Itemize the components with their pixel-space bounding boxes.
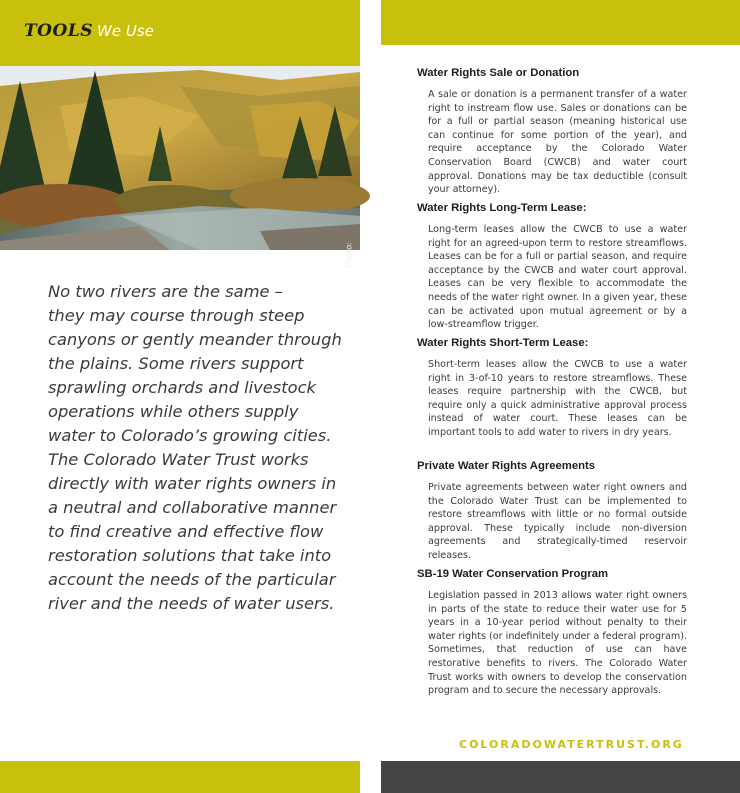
section-body: Legislation passed in 2013 allows water right owners in parts of the state to reduce their water use for 5 years in a 10-year period without penalty to their water rights (or indefinitely under a federal program). Sometimes, that reduction of use can have restorative benefits to rivers. The Colorado Water Trust works with owners to develop the conservation program and to secure the necessary approvals. <box>428 590 687 697</box>
page-title-light: We Use <box>97 22 154 40</box>
website-link[interactable]: COLORADOWATERTRUST.ORG <box>459 738 684 751</box>
intro-line: they may course through steep <box>48 306 305 325</box>
header-band-right <box>381 0 740 45</box>
intro-line: operations while others supply <box>48 402 299 421</box>
intro-line: sprawling orchards and livestock <box>48 378 316 397</box>
intro-line: the plains. Some rivers support <box>48 354 304 373</box>
section-long-term-lease <box>417 201 689 332</box>
river-photo <box>0 66 360 268</box>
intro-line: water to Colorado’s growing cities. <box>48 426 332 445</box>
footer-band-left <box>0 761 360 793</box>
intro-quote <box>48 280 342 616</box>
page-title-bold: TOOLS <box>24 21 93 41</box>
section-title: Private Water Rights Agreements <box>417 460 596 472</box>
intro-line: canyons or gently meander through <box>48 330 342 349</box>
intro-line: account the needs of the particular <box>48 570 336 589</box>
intro-line: to find creative and effective flow <box>48 522 324 541</box>
section-short-term-lease <box>417 336 689 440</box>
intro-line: No two rivers are the same – <box>48 282 283 301</box>
section-body: A sale or donation is a permanent transfer of a water right to instream flow use. Sales or donations can be for a full or partial season (meaning historical use can continue for some portion of the year), and require acceptance by the Colorado Water Conservation Board (CWCB) and water court approval. Donations may be tax deductible (consult your attorney). <box>428 89 687 196</box>
section-body: Long-term leases allow the CWCB to use a water right for an agreed-upon term to restore streamflows. Leases can be for a full or partial season, and require acceptance by the CWCB and water court approval. Leases can be very flexible to accommodate the needs of the water right owner. In a given year, these can be activated upon mutual agreement or by a low-streamflow trigger. <box>428 224 687 331</box>
section-title: Water Rights Short-Term Lease: <box>417 337 589 349</box>
intro-line: The Colorado Water Trust works <box>48 450 309 469</box>
section-title: Water Rights Long-Term Lease: <box>417 202 587 214</box>
section-body: Private agreements between water right owners and the Colorado Water Trust can be implemented to restore streamflows with little or no formal outside approval. These typically include non-diversion agreements and strategically-timed reservoir releases. <box>428 482 687 561</box>
intro-line: directly with water rights owners in <box>48 474 337 493</box>
section-body: Short-term leases allow the CWCB to use a water right in 3-of-10 years to restore streamflows. These leases require partnership with the CWCB, but require only a quick administrative approval process instead of water court. These leases can be important tools to add water to rivers in dry years. <box>428 359 687 438</box>
section-title: SB-19 Water Conservation Program <box>417 568 609 580</box>
photo-credit: Photo: <box>345 242 354 268</box>
intro-line: restoration solutions that take into <box>48 546 332 565</box>
page-title <box>24 20 154 42</box>
section-sb19-program <box>417 567 689 698</box>
section-private-agreements <box>417 459 689 563</box>
footer-band-right <box>381 761 740 793</box>
intro-line: a neutral and collaborative manner <box>48 498 337 517</box>
section-title: Water Rights Sale or Donation <box>417 67 580 79</box>
river-landscape-image <box>0 66 360 250</box>
section-sale-or-donation <box>417 66 689 197</box>
intro-line: river and the needs of water users. <box>48 594 335 613</box>
